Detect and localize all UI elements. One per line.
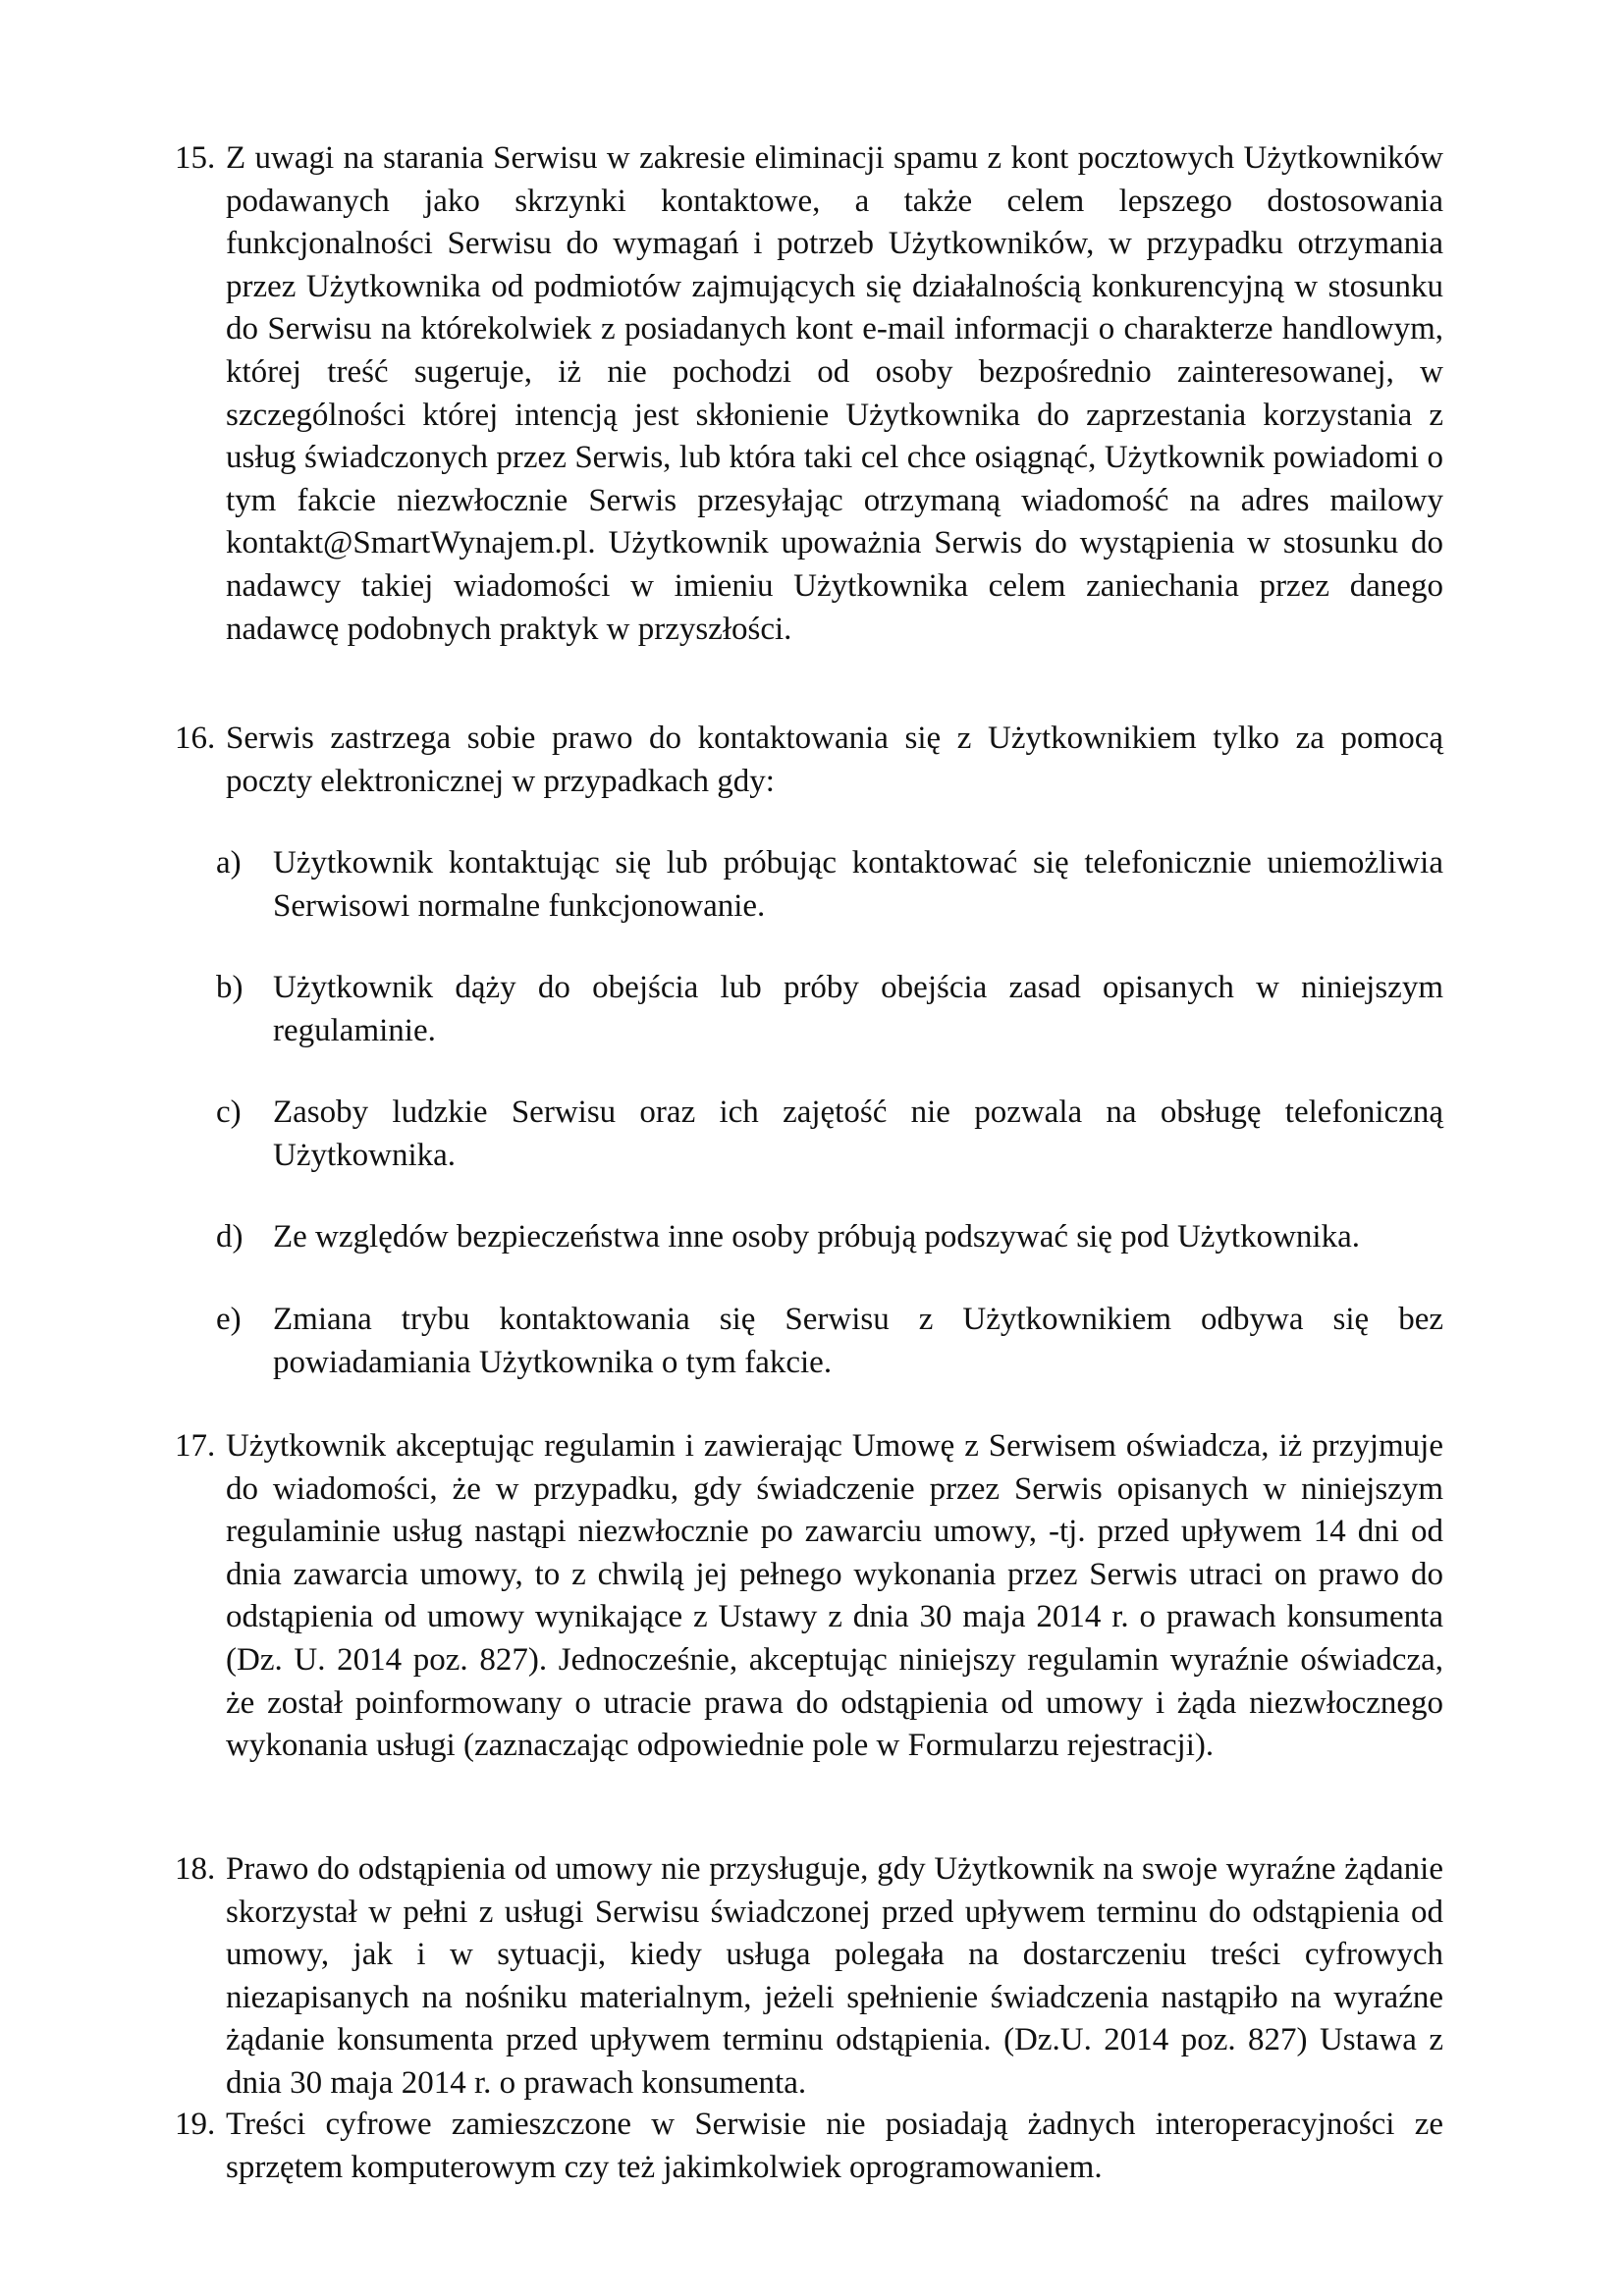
subclause-text: Zasoby ludzkie Serwisu oraz ich zajętość nie pozwala na obsługę telefoniczną Użytkownika. — [273, 1095, 1443, 1173]
clause-text: Prawo do odstąpienia od umowy nie przysługuje, gdy Użytkownik na swoje wyraźne żądanie skorzystał w pełni z usługi Serwisu świadczonej przed upływem terminu do odstąpienia od umowy, jak i w sytuacji, kiedy usługa polegała na dostarczeniu treści cyfrowych niezapisanych na nośniku materialnym, jeżeli spełnienie świadczenia nastąpiło na wyraźne żądanie konsumenta przed upływem terminu odstąpienia. (Dz.U. 2014 poz. 827) Ustawa z dnia 30 maja 2014 r. o prawach konsumenta. — [226, 1851, 1443, 2101]
clause-17 — [175, 1425, 1443, 1768]
clause-number: 18. — [175, 1851, 216, 1887]
subclause-letter: e) — [216, 1302, 242, 1337]
subclause-d — [216, 1216, 1443, 1259]
subclause-b — [216, 967, 1443, 1052]
clause-18 — [175, 1848, 1443, 2106]
subclause-text: Użytkownik dąży do obejścia lub próby obejścia zasad opisanych w niniejszym regulaminie. — [273, 970, 1443, 1048]
clause-19 — [175, 2104, 1443, 2189]
clause-text: Z uwagi na starania Serwisu w zakresie eliminacji spamu z kont pocztowych Użytkowników podawanych jako skrzynki kontaktowe, a także celem lepszego dostosowania funkcjonalności Serwisu do wymagań i potrzeb Użytkowników, w przypadku otrzymania przez Użytkownika od podmiotów zajmujących się działalnością konkurencyjną w stosunku do Serwisu na którekolwiek z posiadanych kont e-mail informacji o charakterze handlowym, której treść sugeruje, iż nie pochodzi od osoby bezpośrednio zainteresowanej, w szczególności której intencją jest skłonienie Użytkownika do zaprzestania korzystania z usług świadczonych przez Serwis, lub która taki cel chce osiągnąć, Użytkownik powiadomi o tym fakcie niezwłocznie Serwis przesyłając otrzymaną wiadomość na adres mailowy kontakt@SmartWynajem.pl. Użytkownik upoważnia Serwis do wystąpienia w stosunku do nadawcy takiej wiadomości w imieniu Użytkownika celem zaniechania przez danego nadawcę podobnych praktyk w przyszłości. — [226, 140, 1443, 647]
subclause-text: Ze względów bezpieczeństwa inne osoby próbują podszywać się pod Użytkownika. — [273, 1219, 1360, 1255]
subclause-letter: b) — [216, 970, 244, 1005]
subclause-a — [216, 842, 1443, 928]
clause-number: 17. — [175, 1428, 216, 1464]
clause-number: 15. — [175, 140, 216, 176]
subclause-e — [216, 1299, 1443, 1384]
clause-number: 19. — [175, 2107, 216, 2142]
subclause-letter: c) — [216, 1095, 242, 1130]
subclause-letter: d) — [216, 1219, 244, 1255]
clause-text: Użytkownik akceptując regulamin i zawierając Umowę z Serwisem oświadcza, iż przyjmuje do wiadomości, że w przypadku, gdy świadczenie przez Serwis opisanych w niniejszym regulaminie usług nastąpi niezwłocznie po zawarciu umowy, -tj. przed upływem 14 dni od dnia zawarcia umowy, to z chwilą jej pełnego wykonania przez Serwis utraci on prawo do odstąpienia od umowy wynikające z Ustawy z dnia 30 maja 2014 r. o prawach konsumenta (Dz. U. 2014 poz. 827). Jednocześnie, akceptując niniejszy regulamin wyraźnie oświadcza, że został poinformowany o utracie prawa do odstąpienia od umowy i żąda niezwłocznego wykonania usługi (zaznaczając odpowiednie pole w Formularzu rejestracji). — [226, 1428, 1443, 1764]
clause-16 — [175, 718, 1443, 803]
subclause-letter: a) — [216, 845, 242, 881]
subclause-c — [216, 1092, 1443, 1177]
clause-text: Serwis zastrzega sobie prawo do kontaktowania się z Użytkownikiem tylko za pomocą poczty elektronicznej w przypadkach gdy: — [226, 721, 1443, 799]
clause-number: 16. — [175, 721, 216, 756]
clause-15 — [175, 137, 1443, 651]
subclause-text: Zmiana trybu kontaktowania się Serwisu z Użytkownikiem odbywa się bez powiadamiania Użytkownika o tym fakcie. — [273, 1302, 1443, 1380]
clause-text: Treści cyfrowe zamieszczone w Serwisie nie posiadają żadnych interoperacyjności ze sprzętem komputerowym czy też jakimkolwiek oprogramowaniem. — [226, 2107, 1443, 2185]
subclause-text: Użytkownik kontaktując się lub próbując kontaktować się telefonicznie uniemożliwia Serwisowi normalne funkcjonowanie. — [273, 845, 1443, 924]
